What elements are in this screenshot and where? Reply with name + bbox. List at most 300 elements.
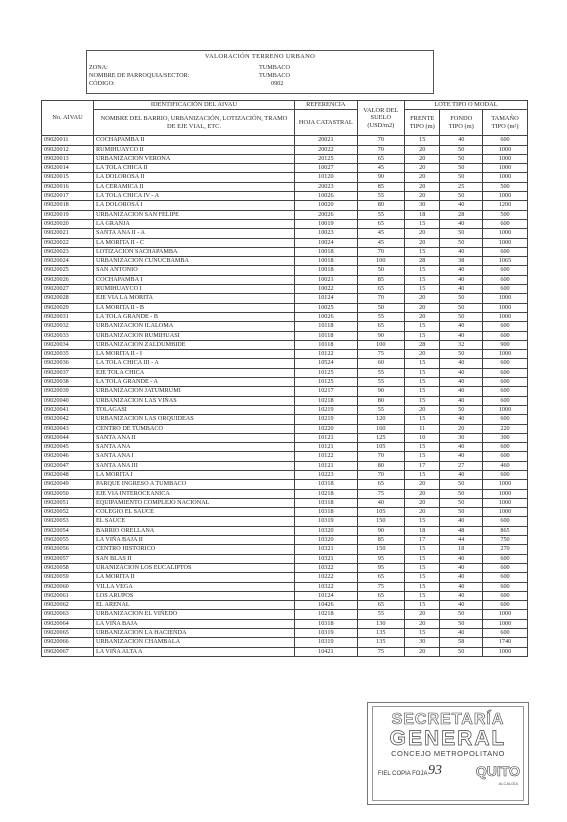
cell-fondo: 40 [440, 443, 483, 452]
cell-frente: 15 [404, 629, 439, 638]
table-row [42, 359, 528, 368]
col-header-fondo: FONDO TIPO (m) [440, 110, 483, 136]
cell-hoja: 10223 [295, 470, 358, 479]
table-row [42, 229, 528, 238]
cell-nombre: URBANIZACION ILALOMA [94, 322, 295, 331]
cell-frente: 17 [404, 461, 439, 470]
cell-frente: 15 [404, 591, 439, 600]
cell-fondo: 50 [440, 312, 483, 321]
cell-fondo: 40 [440, 322, 483, 331]
cell-no: 09020053 [42, 517, 94, 526]
document-header [86, 50, 434, 94]
cell-no: 09020059 [42, 573, 94, 582]
cell-hoja: 10220 [295, 424, 358, 433]
cell-no: 09020057 [42, 554, 94, 563]
table-row [42, 136, 528, 145]
cell-valor: 65 [357, 219, 404, 228]
cell-tamano: 600 [483, 378, 528, 387]
cell-nombre: EQUIPAMIENTO COMPLEJO NACIONAL [94, 498, 295, 507]
cell-tamano: 750 [483, 536, 528, 545]
cell-hoja: 10026 [295, 192, 358, 201]
cell-valor: 85 [357, 536, 404, 545]
cell-fondo: 40 [440, 387, 483, 396]
cell-no: 09020036 [42, 359, 94, 368]
cell-no: 09020022 [42, 238, 94, 247]
cell-tamano: 600 [483, 396, 528, 405]
cell-no: 09020055 [42, 536, 94, 545]
cell-nombre: LA DOLOROSA I [94, 201, 295, 210]
cell-hoja: 10218 [295, 610, 358, 619]
cell-no: 09020065 [42, 629, 94, 638]
cell-nombre: EL SAUCE [94, 517, 295, 526]
cell-valor: 70 [357, 452, 404, 461]
cell-valor: 60 [357, 359, 404, 368]
table-row [42, 536, 528, 545]
table-row [42, 219, 528, 228]
cell-valor: 70 [357, 247, 404, 256]
cell-nombre: SANTA ANA III [94, 461, 295, 470]
cell-frente: 20 [404, 489, 439, 498]
cell-no: 09020016 [42, 182, 94, 191]
cell-tamano: 600 [483, 443, 528, 452]
table-row [42, 210, 528, 219]
cell-valor: 70 [357, 145, 404, 154]
cell-nombre: SANTA ANA [94, 443, 295, 452]
cell-valor: 70 [357, 470, 404, 479]
cell-tamano: 1000 [483, 489, 528, 498]
cell-frente: 20 [404, 164, 439, 173]
cell-hoja: 10122 [295, 350, 358, 359]
cell-fondo: 40 [440, 601, 483, 610]
table-row [42, 619, 528, 628]
cell-fondo: 28 [440, 210, 483, 219]
table-row [42, 582, 528, 591]
cell-fondo: 40 [440, 266, 483, 275]
table-row [42, 164, 528, 173]
cell-tamano: 1000 [483, 145, 528, 154]
cell-hoja: 10120 [295, 173, 358, 182]
cell-nombre: URBANIZACION CHAMBALA [94, 638, 295, 647]
cell-nombre: URBANIZACION JATUMRUMI [94, 387, 295, 396]
cell-fondo: 40 [440, 582, 483, 591]
cell-nombre: SANTA ANA II [94, 433, 295, 442]
cell-frente: 15 [404, 563, 439, 572]
cell-no: 09020046 [42, 452, 94, 461]
cell-no: 09020015 [42, 173, 94, 182]
cell-no: 09020025 [42, 266, 94, 275]
table-row [42, 182, 528, 191]
cell-valor: 45 [357, 238, 404, 247]
table-row [42, 489, 528, 498]
cell-hoja: 10125 [295, 368, 358, 377]
table-row [42, 285, 528, 294]
cell-frente: 28 [404, 340, 439, 349]
cell-valor: 55 [357, 210, 404, 219]
cell-fondo: 50 [440, 145, 483, 154]
cell-valor: 85 [357, 275, 404, 284]
cell-fondo: 50 [440, 498, 483, 507]
stamp-line-1: SECRETARÍA [391, 711, 505, 728]
table-row [42, 647, 528, 656]
cell-tamano: 600 [483, 219, 528, 228]
table-row [42, 322, 528, 331]
cell-frente: 15 [404, 452, 439, 461]
cell-tamano: 600 [483, 387, 528, 396]
cell-nombre: CENTRO HISTORICO [94, 545, 295, 554]
cell-frente: 20 [404, 405, 439, 414]
cell-fondo: 50 [440, 154, 483, 163]
table-row [42, 201, 528, 210]
table-row [42, 331, 528, 340]
cell-fondo: 50 [440, 303, 483, 312]
cell-tamano: 1740 [483, 638, 528, 647]
cell-no: 09020031 [42, 312, 94, 321]
cell-no: 09020054 [42, 526, 94, 535]
table-row [42, 554, 528, 563]
cell-frente: 20 [404, 173, 439, 182]
cell-hoja: 10118 [295, 340, 358, 349]
cell-nombre: LA TOLA CHICA IV - A [94, 192, 295, 201]
cell-frente: 20 [404, 647, 439, 656]
cell-frente: 15 [404, 443, 439, 452]
cell-tamano: 600 [483, 554, 528, 563]
cell-valor: 55 [357, 610, 404, 619]
cell-hoja: 10025 [295, 303, 358, 312]
cell-tamano: 600 [483, 452, 528, 461]
cell-nombre: URBANIZACION ZALDUMBIDE [94, 340, 295, 349]
table-row [42, 396, 528, 405]
cell-no: 09020041 [42, 405, 94, 414]
quito-logo: QUITO [475, 763, 520, 779]
cell-nombre: LOTIZACION SACHAPAMBA [94, 247, 295, 256]
cell-nombre: VILLA VEGA [94, 582, 295, 591]
cell-fondo: 30 [440, 433, 483, 442]
cell-no: 09020067 [42, 647, 94, 656]
cell-hoja: 10019 [295, 219, 358, 228]
cell-no: 09020018 [42, 201, 94, 210]
cell-frente: 15 [404, 554, 439, 563]
cell-frente: 15 [404, 415, 439, 424]
cell-valor: 80 [357, 461, 404, 470]
cell-no: 09020063 [42, 610, 94, 619]
cell-valor: 80 [357, 201, 404, 210]
cell-fondo: 50 [440, 350, 483, 359]
zona-value: TUMBACO [259, 64, 290, 71]
cell-valor: 55 [357, 192, 404, 201]
table-row [42, 340, 528, 349]
cell-tamano: 600 [483, 322, 528, 331]
cell-frente: 28 [404, 257, 439, 266]
table-row [42, 517, 528, 526]
cell-tamano: 1000 [483, 508, 528, 517]
cell-no: 09020019 [42, 210, 94, 219]
cell-nombre: LA MORITA II [94, 573, 295, 582]
cell-frente: 20 [404, 192, 439, 201]
cell-fondo: 50 [440, 610, 483, 619]
cell-valor: 90 [357, 387, 404, 396]
codigo-value: 0902 [271, 80, 284, 87]
cell-frente: 15 [404, 368, 439, 377]
parroquia-value: TUMBACO [259, 72, 290, 79]
cell-fondo: 50 [440, 480, 483, 489]
cell-nombre: URBANIZACION EL VIÑEDO [94, 610, 295, 619]
cell-valor: 75 [357, 489, 404, 498]
cell-hoja: 10320 [295, 536, 358, 545]
cell-nombre: LA MORITA II - I [94, 350, 295, 359]
cell-tamano: 1000 [483, 405, 528, 414]
cell-fondo: 40 [440, 629, 483, 638]
cell-fondo: 48 [440, 526, 483, 535]
table-row [42, 368, 528, 377]
cell-hoja: 10122 [295, 452, 358, 461]
table-row [42, 350, 528, 359]
cell-valor: 105 [357, 443, 404, 452]
col-header-no: No. AIVAU [42, 101, 94, 136]
table-row [42, 247, 528, 256]
cell-frente: 15 [404, 573, 439, 582]
cell-nombre: LA VIÑA ALTA A [94, 647, 295, 656]
stamp-line-2: GENERAL [389, 727, 507, 750]
cell-hoja: 20125 [295, 154, 358, 163]
cell-fondo: 50 [440, 173, 483, 182]
cell-hoja: 10022 [295, 285, 358, 294]
cell-hoja: 20021 [295, 136, 358, 145]
table-row [42, 145, 528, 154]
table-row [42, 461, 528, 470]
cell-valor: 65 [357, 480, 404, 489]
table-row [42, 266, 528, 275]
zona-label: ZONA: [89, 64, 108, 71]
cell-no: 09020062 [42, 601, 94, 610]
cell-valor: 100 [357, 340, 404, 349]
table-row [42, 470, 528, 479]
table-row [42, 173, 528, 182]
cell-tamano: 1000 [483, 610, 528, 619]
cell-fondo: 40 [440, 247, 483, 256]
cell-tamano: 600 [483, 368, 528, 377]
cell-nombre: COCHAPAMBA I [94, 275, 295, 284]
cell-tamano: 1000 [483, 154, 528, 163]
cell-valor: 120 [357, 415, 404, 424]
cell-frente: 15 [404, 285, 439, 294]
cell-nombre: PARQUE INGRESO A TUMBACO [94, 480, 295, 489]
cell-fondo: 40 [440, 285, 483, 294]
cell-nombre: SANTA ANA II - A [94, 229, 295, 238]
col-header-hoja: HOJA CATASTRAL [295, 110, 358, 136]
cell-frente: 15 [404, 247, 439, 256]
cell-nombre: LA DOLOROSA II [94, 173, 295, 182]
table-row [42, 275, 528, 284]
cell-fondo: 58 [440, 638, 483, 647]
cell-valor: 65 [357, 601, 404, 610]
cell-hoja: 10322 [295, 563, 358, 572]
cell-fondo: 40 [440, 591, 483, 600]
cell-valor: 75 [357, 582, 404, 591]
cell-fondo: 50 [440, 238, 483, 247]
cell-fondo: 40 [440, 470, 483, 479]
cell-hoja: 10121 [295, 433, 358, 442]
table-row [42, 303, 528, 312]
table-row [42, 498, 528, 507]
cell-valor: 95 [357, 554, 404, 563]
cell-fondo: 40 [440, 219, 483, 228]
cell-hoja: 10322 [295, 582, 358, 591]
cell-tamano: 600 [483, 359, 528, 368]
cell-frente: 15 [404, 266, 439, 275]
cell-valor: 40 [357, 498, 404, 507]
cell-valor: 70 [357, 136, 404, 145]
cell-hoja: 10319 [295, 638, 358, 647]
cell-no: 09020051 [42, 498, 94, 507]
cell-valor: 135 [357, 629, 404, 638]
quito-logo-sub: ALCALDÍA [498, 781, 518, 786]
cell-hoja: 10121 [295, 443, 358, 452]
cell-valor: 125 [357, 433, 404, 442]
table-row [42, 629, 528, 638]
cell-fondo: 50 [440, 294, 483, 303]
cell-nombre: EJE VIA LA MORITA [94, 294, 295, 303]
cell-valor: 75 [357, 647, 404, 656]
cell-fondo: 40 [440, 563, 483, 572]
cell-hoja: 10426 [295, 601, 358, 610]
cell-nombre: SAN BLAS II [94, 554, 295, 563]
cell-fondo: 40 [440, 554, 483, 563]
cell-fondo: 40 [440, 452, 483, 461]
cell-no: 09020056 [42, 545, 94, 554]
table-row [42, 192, 528, 201]
cell-hoja: 10121 [295, 461, 358, 470]
cell-nombre: LA CERAMICA II [94, 182, 295, 191]
cell-frente: 15 [404, 545, 439, 554]
cell-no: 09020038 [42, 378, 94, 387]
cell-tamano: 1000 [483, 192, 528, 201]
cell-valor: 55 [357, 378, 404, 387]
table-row [42, 312, 528, 321]
cell-hoja: 10020 [295, 201, 358, 210]
cell-tamano: 600 [483, 285, 528, 294]
secretaria-stamp [367, 702, 529, 805]
cell-nombre: LA TOLA GRANDE - B [94, 312, 295, 321]
cell-hoja: 10421 [295, 647, 358, 656]
cell-frente: 15 [404, 322, 439, 331]
cell-nombre: SAN ANTONIO [94, 266, 295, 275]
cell-no: 09020033 [42, 331, 94, 340]
col-header-referencia: REFERENCIA [295, 101, 358, 110]
cell-frente: 15 [404, 359, 439, 368]
cell-hoja: 10023 [295, 229, 358, 238]
table-row [42, 405, 528, 414]
cell-fondo: 32 [440, 340, 483, 349]
table-row [42, 238, 528, 247]
cell-fondo: 40 [440, 201, 483, 210]
cell-fondo: 50 [440, 229, 483, 238]
cell-no: 09020039 [42, 387, 94, 396]
cell-valor: 65 [357, 322, 404, 331]
cell-nombre: LA TOLA GRANDE - A [94, 378, 295, 387]
cell-valor: 150 [357, 545, 404, 554]
cell-frente: 18 [404, 526, 439, 535]
cell-no: 09020029 [42, 303, 94, 312]
cell-hoja: 10318 [295, 508, 358, 517]
cell-frente: 20 [404, 182, 439, 191]
cell-frente: 20 [404, 294, 439, 303]
cell-hoja: 10321 [295, 545, 358, 554]
cell-valor: 55 [357, 405, 404, 414]
cell-no: 09020052 [42, 508, 94, 517]
cell-frente: 20 [404, 238, 439, 247]
cell-nombre: CENTRO DE TUMBACO [94, 424, 295, 433]
cell-nombre: LA MORITA I [94, 470, 295, 479]
cell-frente: 15 [404, 275, 439, 284]
cell-nombre: LA GRANJA [94, 219, 295, 228]
cell-no: 09020026 [42, 275, 94, 284]
cell-frente: 15 [404, 219, 439, 228]
cell-fondo: 50 [440, 192, 483, 201]
cell-hoja: 10118 [295, 331, 358, 340]
cell-nombre: RUMIHUAYCO I [94, 285, 295, 294]
cell-tamano: 600 [483, 573, 528, 582]
cell-hoja: 20022 [295, 145, 358, 154]
cell-tamano: 1000 [483, 350, 528, 359]
cell-fondo: 40 [440, 275, 483, 284]
cell-no: 09020045 [42, 443, 94, 452]
cell-tamano: 1000 [483, 498, 528, 507]
cell-nombre: URBANIZACION RUMIHUASI [94, 331, 295, 340]
cell-frente: 20 [404, 145, 439, 154]
cell-frente: 15 [404, 396, 439, 405]
cell-frente: 20 [404, 619, 439, 628]
cell-tamano: 600 [483, 517, 528, 526]
cell-tamano: 500 [483, 210, 528, 219]
cell-hoja: 10018 [295, 257, 358, 266]
cell-fondo: 40 [440, 359, 483, 368]
cell-no: 09020027 [42, 285, 94, 294]
cell-frente: 30 [404, 638, 439, 647]
cell-nombre: SANTA ANA I [94, 452, 295, 461]
cell-valor: 135 [357, 638, 404, 647]
cell-nombre: LA TOLA CHICA II [94, 164, 295, 173]
table-row [42, 443, 528, 452]
cell-frente: 20 [404, 154, 439, 163]
cell-fondo: 50 [440, 489, 483, 498]
cell-tamano: 600 [483, 629, 528, 638]
table-row [42, 378, 528, 387]
cell-valor: 65 [357, 591, 404, 600]
cell-frente: 20 [404, 508, 439, 517]
table-row [42, 433, 528, 442]
cell-tamano: 1000 [483, 173, 528, 182]
col-header-tamano: TAMAÑO TIPO (m²) [483, 110, 528, 136]
cell-nombre: EL ARENAL [94, 601, 295, 610]
cell-nombre: LOS ARUPOS [94, 591, 295, 600]
cell-fondo: 25 [440, 182, 483, 191]
cell-no: 09020058 [42, 563, 94, 572]
cell-frente: 15 [404, 582, 439, 591]
cell-tamano: 1000 [483, 303, 528, 312]
cell-fondo: 40 [440, 415, 483, 424]
table-row [42, 452, 528, 461]
table-row [42, 294, 528, 303]
cell-nombre: URBANIZACION LAS ORQUIDEAS [94, 415, 295, 424]
cell-nombre: BARRIO ORELLANA [94, 526, 295, 535]
cell-tamano: 1000 [483, 164, 528, 173]
cell-frente: 20 [404, 229, 439, 238]
cell-valor: 160 [357, 424, 404, 433]
cell-valor: 50 [357, 266, 404, 275]
cell-frente: 15 [404, 601, 439, 610]
cell-valor: 55 [357, 368, 404, 377]
cell-frente: 17 [404, 536, 439, 545]
